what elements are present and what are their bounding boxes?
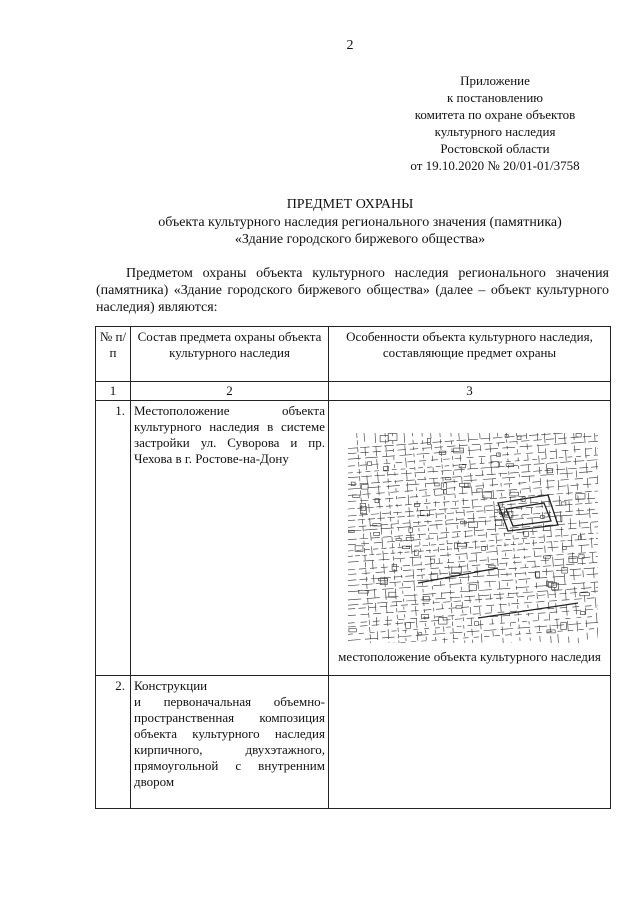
appendix-line: Приложение [460,73,530,88]
appendix-line: к постановлению [446,90,544,105]
table-header-row [96,327,611,382]
appendix-block [380,72,610,174]
table-row [96,401,611,676]
subtitle-line-1: объекта культурного наследия регионального значения (памятника) [158,215,562,230]
appendix-line: от 19.10.2020 № 20/01-01/3758 [410,158,580,173]
row-number: 1. [96,401,131,676]
row-number: 2. [96,676,131,809]
header-composition: Состав предмета охраны объекта культурного наследия [131,327,329,382]
intro-paragraph: Предметом охраны объекта культурного наследия регионального значения (памятника) «Здание городского биржевого общества» (далее – объект культурного наследия) являются: [96,266,609,315]
index-cell: 3 [329,382,611,401]
appendix-line: комитета по охране объектов [414,107,576,122]
table-row [96,676,611,809]
subtitle-line-2: «Здание городского биржевого общества» [234,232,486,247]
location-map-image [348,433,598,643]
appendix-line: Ростовской области [440,141,550,156]
appendix-line: культурного наследия [434,124,556,139]
index-cell: 1 [96,382,131,401]
row-features [329,401,611,676]
document-title: ПРЕДМЕТ ОХРАНЫ [286,197,414,212]
header-number: № п/п [96,327,131,382]
page-number: 2 [346,38,354,53]
header-features: Особенности объекта культурного наследия, составляющие предмет охраны [329,327,611,382]
document-subtitle [60,214,640,248]
row-features [329,676,611,809]
protection-table [95,326,611,809]
index-cell: 2 [131,382,329,401]
row-composition: Местоположение объекта культурного наследия в системе застройки ул. Суворова и пр. Чехова в г. Ростове-на-Дону [131,401,329,676]
map-caption: местоположение объекта культурного наследия [338,649,601,664]
row-composition: Конструкции и первоначальная объемно-пространственная композиция объекта культурного наследия кирпичного, двухэтажного, прямоугольной с внутренним двором [131,676,329,809]
table-index-row [96,382,611,401]
